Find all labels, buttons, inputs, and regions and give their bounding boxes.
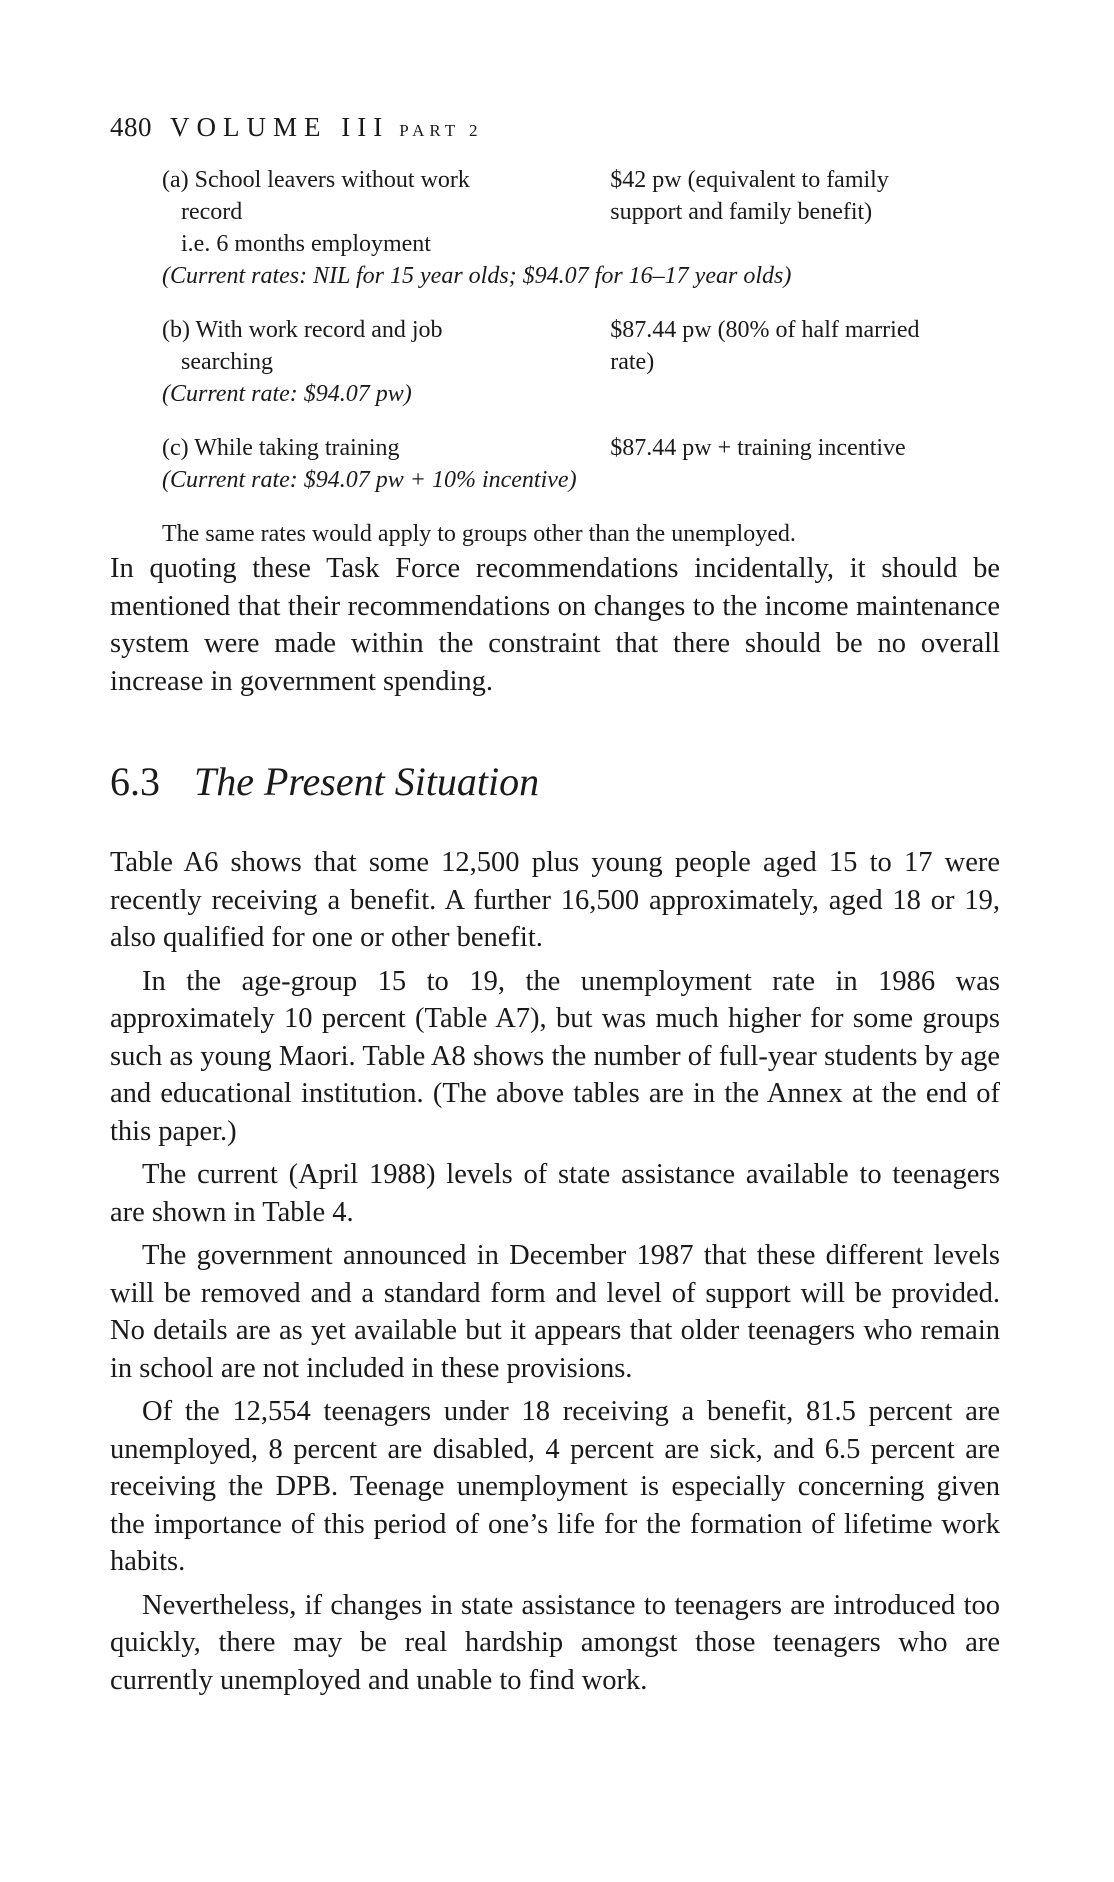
recommendation-c-condition: [162, 432, 610, 464]
recommendations-closing: The same rates would apply to groups other than the unemployed.: [162, 521, 796, 547]
condition-line: searching: [181, 349, 273, 375]
recommendation-b: [162, 314, 1000, 410]
recommendation-b-rate: [610, 314, 1000, 378]
rate-line: rate): [610, 349, 655, 375]
paragraph: The current (April 1988) levels of state assistance available to teenagers are shown in Table 4.: [110, 1159, 1000, 1228]
section-title: The Present Situation: [194, 759, 540, 804]
paragraph: In the age-group 15 to 19, the unemployment rate in 1986 was approximately 10 percent (Table A7), but was much higher for some groups such as young Maori. Table A8 shows the number of full-year students by age and educational institution. (The above tables are in the Annex at the end of this paper.): [110, 965, 1000, 1147]
rate-line: $42 pw (equivalent to family: [610, 167, 889, 193]
rate-line: $87.44 pw (80% of half married: [610, 317, 920, 343]
recommendation-c: [162, 432, 1000, 496]
recommendation-a: [162, 164, 1000, 292]
condition-line: (c) While taking training: [162, 435, 400, 461]
recommendation-b-condition: [162, 314, 610, 378]
paragraph: The government announced in December 1987 that these different levels will be removed and a standard form and level of support will be provided. No details are as yet available but it appears that older teenagers who remain in school are not included in these provisions.: [110, 1240, 1000, 1384]
section-heading: [110, 758, 1000, 806]
current-rate-note: (Current rate: $94.07 pw + 10% incentive): [162, 467, 577, 493]
condition-line: record: [181, 199, 243, 225]
current-rate-note: (Current rate: $94.07 pw): [162, 381, 412, 407]
document-page: [110, 110, 1000, 1699]
running-header: [110, 110, 1000, 144]
volume-label: VOLUME III: [170, 112, 390, 142]
section-body: [110, 844, 1000, 1699]
paragraph: Nevertheless, if changes in state assistance to teenagers are introduced too quickly, there may be real hardship amongst those teenagers who are currently unemployed and unable to find work.: [110, 1589, 1000, 1696]
intro-text: [110, 550, 1000, 700]
part-label: PART 2: [399, 121, 483, 140]
paragraph: In quoting these Task Force recommendations incidentally, it should be mentioned that their recommendations on changes to the income maintenance system were made within the constraint that there should be no overall increase in government spending.: [110, 553, 1000, 697]
condition-line: (a) School leavers without work: [162, 167, 470, 193]
recommendation-a-condition: [162, 164, 610, 260]
condition-line: i.e. 6 months employment: [181, 231, 431, 257]
recommendations-list: [162, 164, 1000, 496]
current-rate-note: (Current rates: NIL for 15 year olds; $94.07 for 16–17 year olds): [162, 263, 792, 289]
section-number: 6.3: [110, 759, 160, 804]
paragraph: Of the 12,554 teenagers under 18 receiving a benefit, 81.5 percent are unemployed, 8 percent are disabled, 4 percent are sick, and 6.5 percent are receiving the DPB. Teenage unemployment is especially concerning given the importance of this period of one’s life for the formation of lifetime work habits.: [110, 1396, 1000, 1577]
rate-line: support and family benefit): [610, 199, 873, 225]
paragraph: Table A6 shows that some 12,500 plus young people aged 15 to 17 were recently receiving a benefit. A further 16,500 approximately, aged 18 or 19, also qualified for one or other benefit.: [110, 847, 1000, 953]
recommendation-a-rate: [610, 164, 1000, 260]
condition-line: (b) With work record and job: [162, 317, 443, 343]
page-number: 480: [110, 112, 152, 142]
rate-line: $87.44 pw + training incentive: [610, 435, 906, 461]
recommendation-c-rate: [610, 432, 1000, 464]
